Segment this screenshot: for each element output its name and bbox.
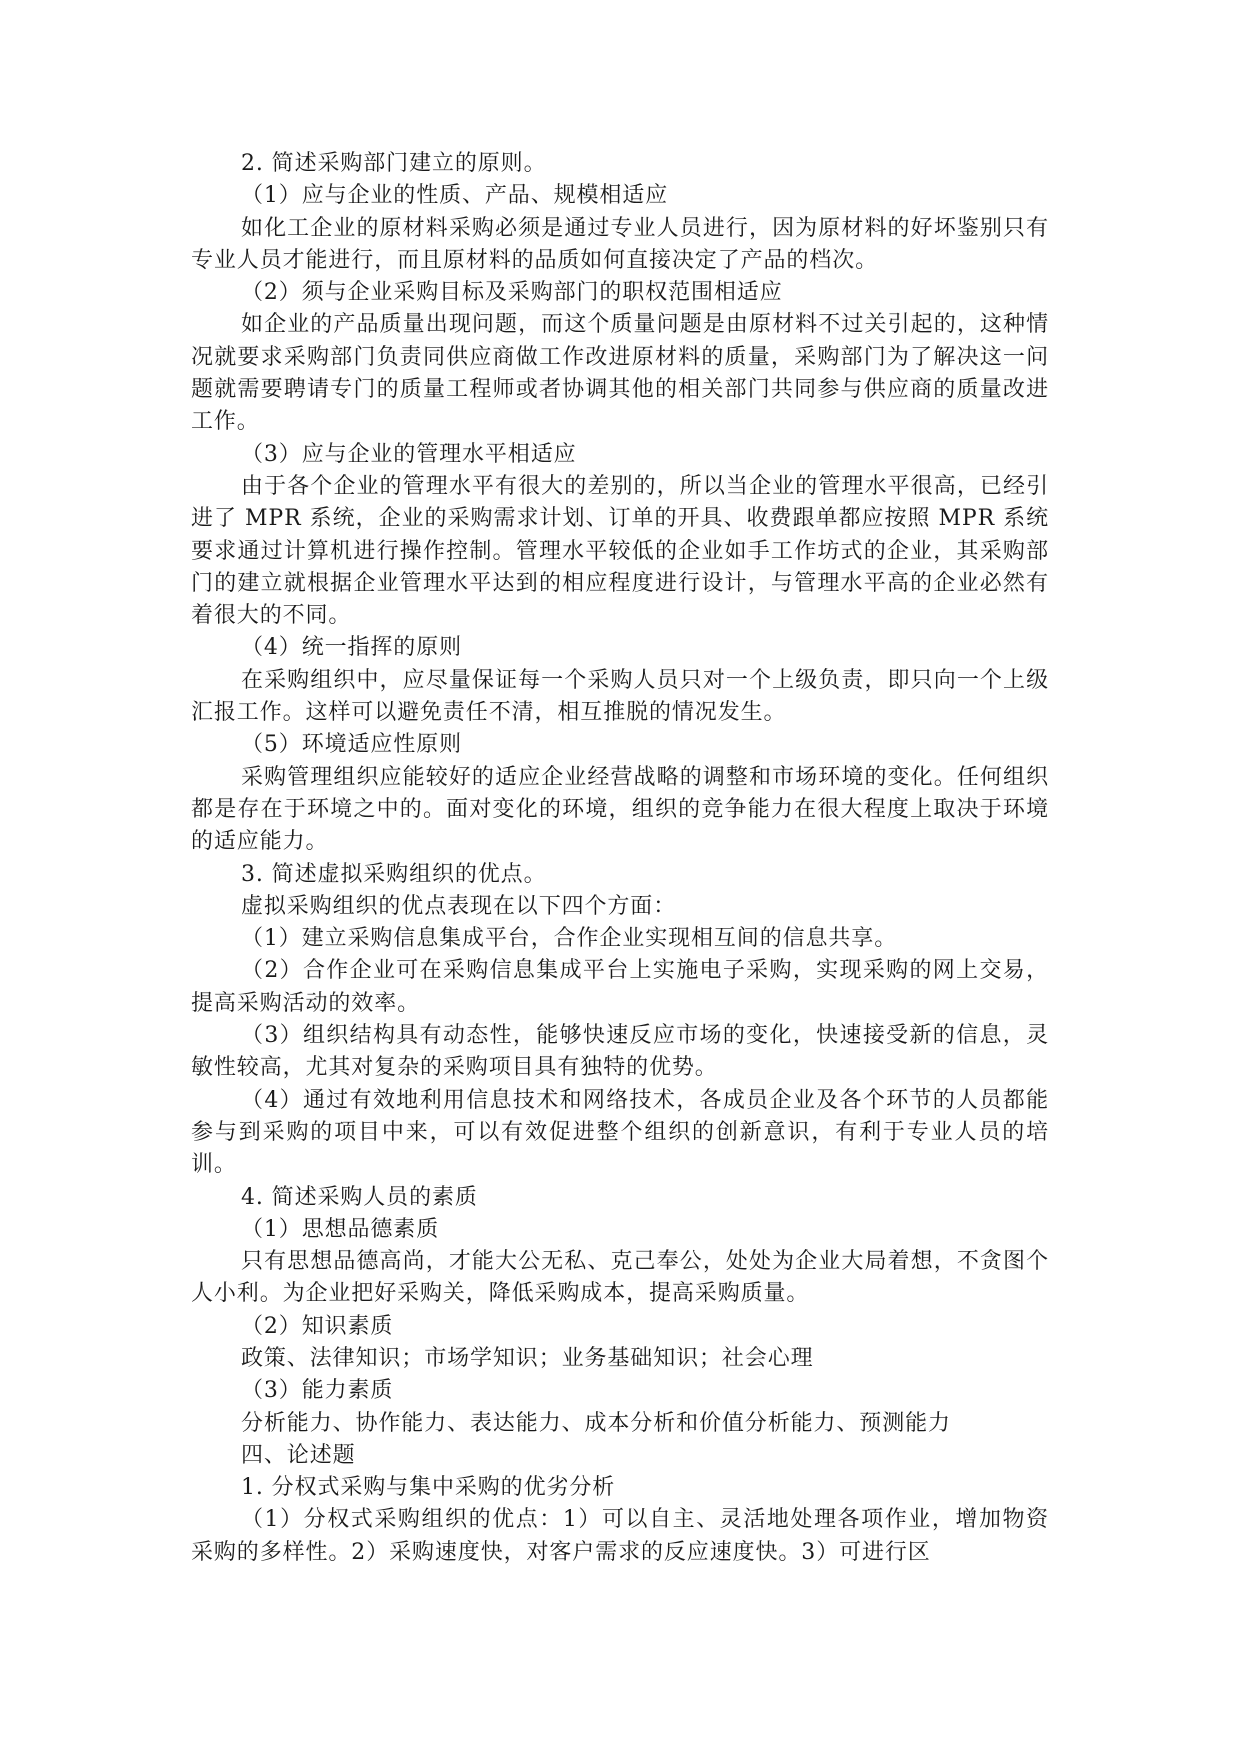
principle-3-title: （3）应与企业的管理水平相适应 [241, 441, 577, 467]
virtual-org-point-1: （1）建立采购信息集成平台，合作企业实现相互间的信息共享。 [241, 926, 898, 952]
section-heading-essay: 四、论述题 [241, 1442, 356, 1468]
principle-4-body: 在采购组织中，应尽量保证每一个采购人员只对一个上级负责，即只向一个上级汇报工作。这样可以避免责任不清，相互推脱的情况发生。 [191, 667, 1049, 726]
question-heading-3: 3. 简述虚拟采购组织的优点。 [241, 861, 547, 887]
principle-3-body: 由于各个企业的管理水平有很大的差别的，所以当企业的管理水平很高，已经引进了 MPR 系统，企业的采购需求计划、订单的开具、收费跟单都应按照 MPR 系统要求通过计算机进行操作控制。管理水平较低的企业如手工作坊式的企业，其采购部门的建立就根据企业管理水平达到的相应程度进行设计，与管理水平高的企业必然有着很大的不同。 [191, 473, 1049, 629]
virtual-org-point-4: （4）通过有效地利用信息技术和网络技术，各成员企业及各个环节的人员都能参与到采购的项目中来，可以有效促进整个组织的创新意识，有利于专业人员的培训。 [191, 1087, 1049, 1178]
principle-2-title: （2）须与企业采购目标及采购部门的职权范围相适应 [241, 280, 783, 306]
question-heading-2: 2. 简述采购部门建立的原则。 [241, 151, 547, 176]
question-heading-4: 4. 简述采购人员的素质 [241, 1184, 478, 1210]
quality-2-title: （2）知识素质 [241, 1313, 394, 1339]
virtual-org-point-2: （2）合作企业可在采购信息集成平台上实施电子采购，实现采购的网上交易，提高采购活动的效率。 [191, 958, 1049, 1016]
quality-1-title: （1）思想品德素质 [241, 1216, 440, 1242]
principle-5-title: （5）环境适应性原则 [241, 732, 462, 758]
virtual-org-intro: 虚拟采购组织的优点表现在以下四个方面： [241, 893, 677, 919]
principle-1-title: （1）应与企业的性质、产品、规模相适应 [241, 183, 669, 209]
principle-4-title: （4）统一指挥的原则 [241, 635, 462, 661]
quality-2-body: 政策、法律知识；市场学知识；业务基础知识；社会心理 [241, 1345, 814, 1371]
document-page [191, 148, 1049, 1569]
essay-answer-1-start: （1）分权式采购组织的优点：1）可以自主、灵活地处理各项作业，增加物资采购的多样性。2）采购速度快，对客户需求的反应速度快。3）可进行区 [191, 1507, 1049, 1565]
quality-3-body: 分析能力、协作能力、表达能力、成本分析和价值分析能力、预测能力 [241, 1410, 951, 1436]
essay-question-1: 1. 分权式采购与集中采购的优劣分析 [241, 1475, 616, 1501]
principle-5-body: 采购管理组织应能较好的适应企业经营战略的调整和市场环境的变化。任何组织都是存在于环境之中的。面对变化的环境，组织的竞争能力在很大程度上取决于环境的适应能力。 [191, 764, 1049, 855]
principle-1-body: 如化工企业的原材料采购必须是通过专业人员进行，因为原材料的好坏鉴别只有专业人员才能进行，而且原材料的品质如何直接决定了产品的档次。 [191, 215, 1049, 273]
principle-2-body: 如企业的产品质量出现问题，而这个质量问题是由原材料不过关引起的，这种情况就要求采购部门负责同供应商做工作改进原材料的质量，采购部门为了解决这一问题就需要聘请专门的质量工程师或者协调其他的相关部门共同参与供应商的质量改进工作。 [191, 312, 1049, 435]
virtual-org-point-3: （3）组织结构具有动态性，能够快速反应市场的变化，快速接受新的信息，灵敏性较高，尤其对复杂的采购项目具有独特的优势。 [191, 1023, 1049, 1081]
quality-3-title: （3）能力素质 [241, 1378, 394, 1404]
quality-1-body: 只有思想品德高尚，才能大公无私、克己奉公，处处为企业大局着想，不贪图个人小利。为企业把好采购关，降低采购成本，提高采购质量。 [191, 1249, 1049, 1307]
